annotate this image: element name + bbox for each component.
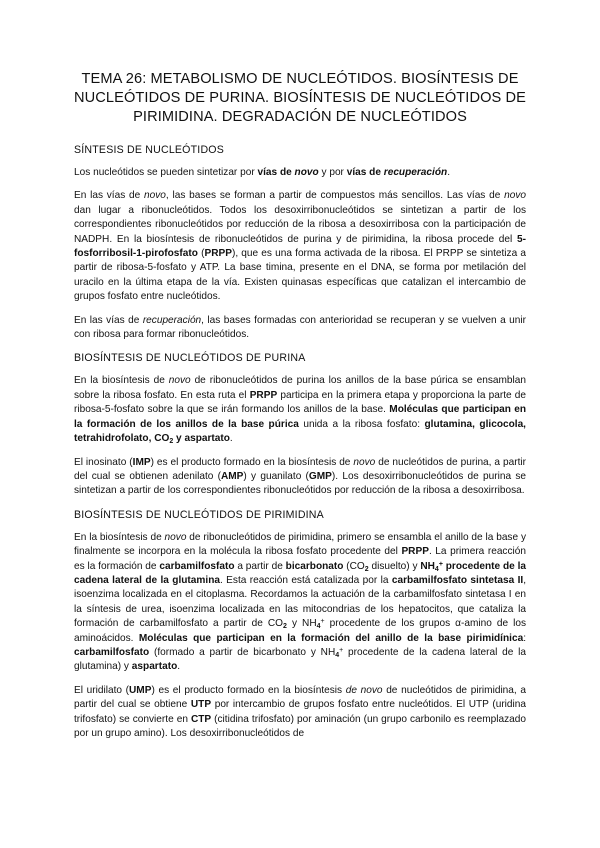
text-run: participa en la primera etapa y proporciona la parte de ribosa-5-fosfato sobre la que se irán formando los anillos de la base.: [74, 389, 527, 416]
text-run: 2: [169, 438, 174, 446]
text-run: , las bases se forman a partir de compuestos más sencillos. Las vías de: [165, 190, 505, 202]
text-run: 4: [335, 651, 340, 659]
text-run: bicarbonato: [285, 560, 344, 572]
paragraph: [74, 314, 526, 343]
paragraph: [74, 456, 526, 499]
text-run: y por: [318, 167, 347, 178]
text-run: +: [320, 618, 325, 626]
text-run: de nucleótidos de purina, a partir del cual se obtienen adenilato (: [74, 456, 526, 482]
text-run: CTP: [190, 713, 212, 725]
text-run: glutamina, glicocola, tetrahidrofolato, CO: [74, 418, 526, 445]
text-run: Los nucleótidos se pueden sintetizar por: [74, 167, 258, 178]
text-run: novo: [164, 531, 187, 543]
text-run: .: [229, 433, 233, 445]
text-run: +: [438, 560, 443, 568]
text-run: PRPP: [401, 546, 429, 558]
document-title: TEMA 26: METABOLISMO DE NUCLEÓTIDOS. BIOSÍNTESIS DE NUCLEÓTIDOS DE PURINA. BIOSÍNTESIS DE NUCLEÓTIDOS DE PIRIMIDINA. DEGRADACIÓN DE NUCLEÓTIDOS: [74, 71, 527, 125]
text-run: 2: [364, 565, 369, 573]
text-run: de novo: [345, 684, 383, 696]
text-run: ) es el producto formado en la biosíntesis: [151, 684, 346, 696]
text-run: En la biosíntesis de: [74, 531, 165, 543]
text-run: unida a la ribosa fosfato:: [298, 418, 425, 430]
text-run: +: [339, 646, 344, 654]
text-run: (citidina trifosfato) por aminación (un grupo carbonilo es reemplazado por un grupo amino). Los desoxirribonucleótidos de: [74, 713, 526, 739]
text-run: PRPP: [204, 248, 232, 260]
text-run: . Esta reacción está catalizada por la: [219, 574, 392, 586]
text-run: Moléculas que participan en la formación de los anillos de la base púrica: [74, 404, 526, 430]
text-run: PRPP: [249, 389, 278, 401]
text-run: IMP: [132, 456, 151, 468]
text-run: (: [197, 248, 205, 260]
text-run: novo: [168, 375, 191, 387]
text-run: de nucleótidos de pirimidina, a partir del cual se obtiene: [74, 684, 526, 711]
text-run: :: [523, 632, 526, 644]
paragraph: [74, 189, 526, 304]
text-run: de ribonucleótidos de purina los anillos de la base púrica se ensamblan sobre la ribosa fosfato. En esta ruta el: [74, 375, 526, 401]
text-run: carbamilfosfato: [74, 646, 150, 658]
paragraph: [74, 684, 526, 742]
text-run: (CO: [343, 560, 365, 572]
text-run: novo: [294, 167, 319, 178]
text-run: y NH: [286, 618, 317, 630]
paragraph: [74, 166, 526, 180]
text-run: El inosinato (: [74, 456, 133, 468]
text-run: procedente de los grupos α-amino de los aminoácidos.: [74, 618, 527, 644]
text-run: carbamilfosfato: [159, 560, 235, 572]
text-run: disuelto) y: [368, 560, 421, 572]
text-run: .: [177, 661, 181, 673]
text-run: novo: [144, 190, 166, 202]
text-run: procedente de la cadena lateral de la glutamina: [74, 560, 526, 586]
text-run: NH: [420, 560, 435, 572]
text-run: recuperación: [383, 167, 448, 178]
section-heading: SÍNTESIS DE NUCLEÓTIDOS: [74, 144, 224, 156]
text-run: ) y guanilato (: [243, 470, 309, 482]
text-run: El uridilato (: [74, 684, 130, 696]
paragraph: [74, 531, 526, 675]
text-run: recuperación: [142, 314, 202, 326]
text-run: Moléculas que participan en la formación del anillo de la base pirimidínica: [138, 632, 524, 644]
text-run: 5-fosforribosil-1-pirofosfato: [74, 233, 526, 260]
text-run: vías de: [346, 167, 384, 178]
text-run: a partir de: [234, 560, 286, 572]
text-run: novo: [353, 456, 376, 468]
text-run: 4: [316, 623, 321, 631]
text-run: ) es el producto formado en la biosíntesis de: [150, 456, 354, 468]
text-run: aspartato: [131, 661, 178, 673]
text-run: . La primera reacción es la formación de: [74, 546, 526, 572]
text-run: y aspartato: [173, 433, 230, 445]
text-run: AMP: [220, 470, 244, 482]
text-run: 2: [283, 623, 287, 631]
text-run: UMP: [129, 684, 152, 696]
text-run: En la biosíntesis de: [74, 375, 169, 387]
paragraph: [74, 374, 526, 446]
text-run: novo: [504, 190, 526, 202]
text-run: ), que es una forma activada de la ribosa. El PRPP se sintetiza a partir de ribosa-5-fosfato y ATP. La base timina, presente en el DNA, se forma por metilación del uracilo en la última etapa de la vía. Existen quinasas específicas que catalizan el intercambio de grupos fosfato entre nucleótidos.: [74, 248, 526, 303]
text-run: .: [447, 167, 450, 178]
text-run: de ribonucleótidos de pirimidina, primero se ensambla el anillo de la base y finalmente se incorpora en la molécula la ribosa fosfato procedente del: [74, 531, 526, 558]
text-run: procedente de la cadena lateral de la glutamina) y: [74, 646, 526, 673]
text-run: , isoenzima localizada en el citoplasma. Recordamos la actuación de la carbamilfosfato sintetasa I en la síntesis de urea, isoenzima localizada en las mitocondrias de los hepatocitos, que cataliza la formación de carbamilfosfato a partir de CO: [74, 574, 527, 630]
section-heading: BIOSÍNTESIS DE NUCLEÓTIDOS DE PURINA: [74, 352, 306, 365]
text-run: UTP: [190, 699, 212, 711]
text-run: vías de: [257, 167, 295, 178]
section-heading: BIOSÍNTESIS DE NUCLEÓTIDOS DE PIRIMIDINA: [74, 508, 324, 521]
text-run: En las vías de: [74, 314, 143, 326]
text-run: por intercambio de grupos fosfato entre nucleótidos. El UTP (uridina trifosfato) se convierte en: [74, 699, 527, 725]
text-run: GMP: [308, 470, 332, 482]
text-run: 4: [434, 565, 439, 573]
text-run: carbamilfosfato sintetasa II: [391, 574, 524, 586]
text-run: dan lugar a ribonucleótidos. Todos los desoxirribonucleótidos se sintetizan a partir de los correspondientes ribonucleótidos por reducción de la ribosa a desoxirribosa con la participación de NADPH. En la biosíntesis de ribonucleótidos de purina y de pirimidina, la ribosa procede del: [74, 204, 526, 245]
text-run: (formado a partir de bicarbonato y NH: [149, 646, 336, 658]
text-run: En las vías de: [74, 190, 145, 202]
text-run: ). Los desoxirribonucleótidos de purina se sintetizan a partir de los correspondientes ribonucleótidos por reducción de la ribosa a desoxirribosa.: [74, 470, 527, 497]
text-run: , las bases formadas con anterioridad se recuperan y se vuelven a unir con ribosa para formar ribonucleótidos.: [74, 314, 526, 341]
